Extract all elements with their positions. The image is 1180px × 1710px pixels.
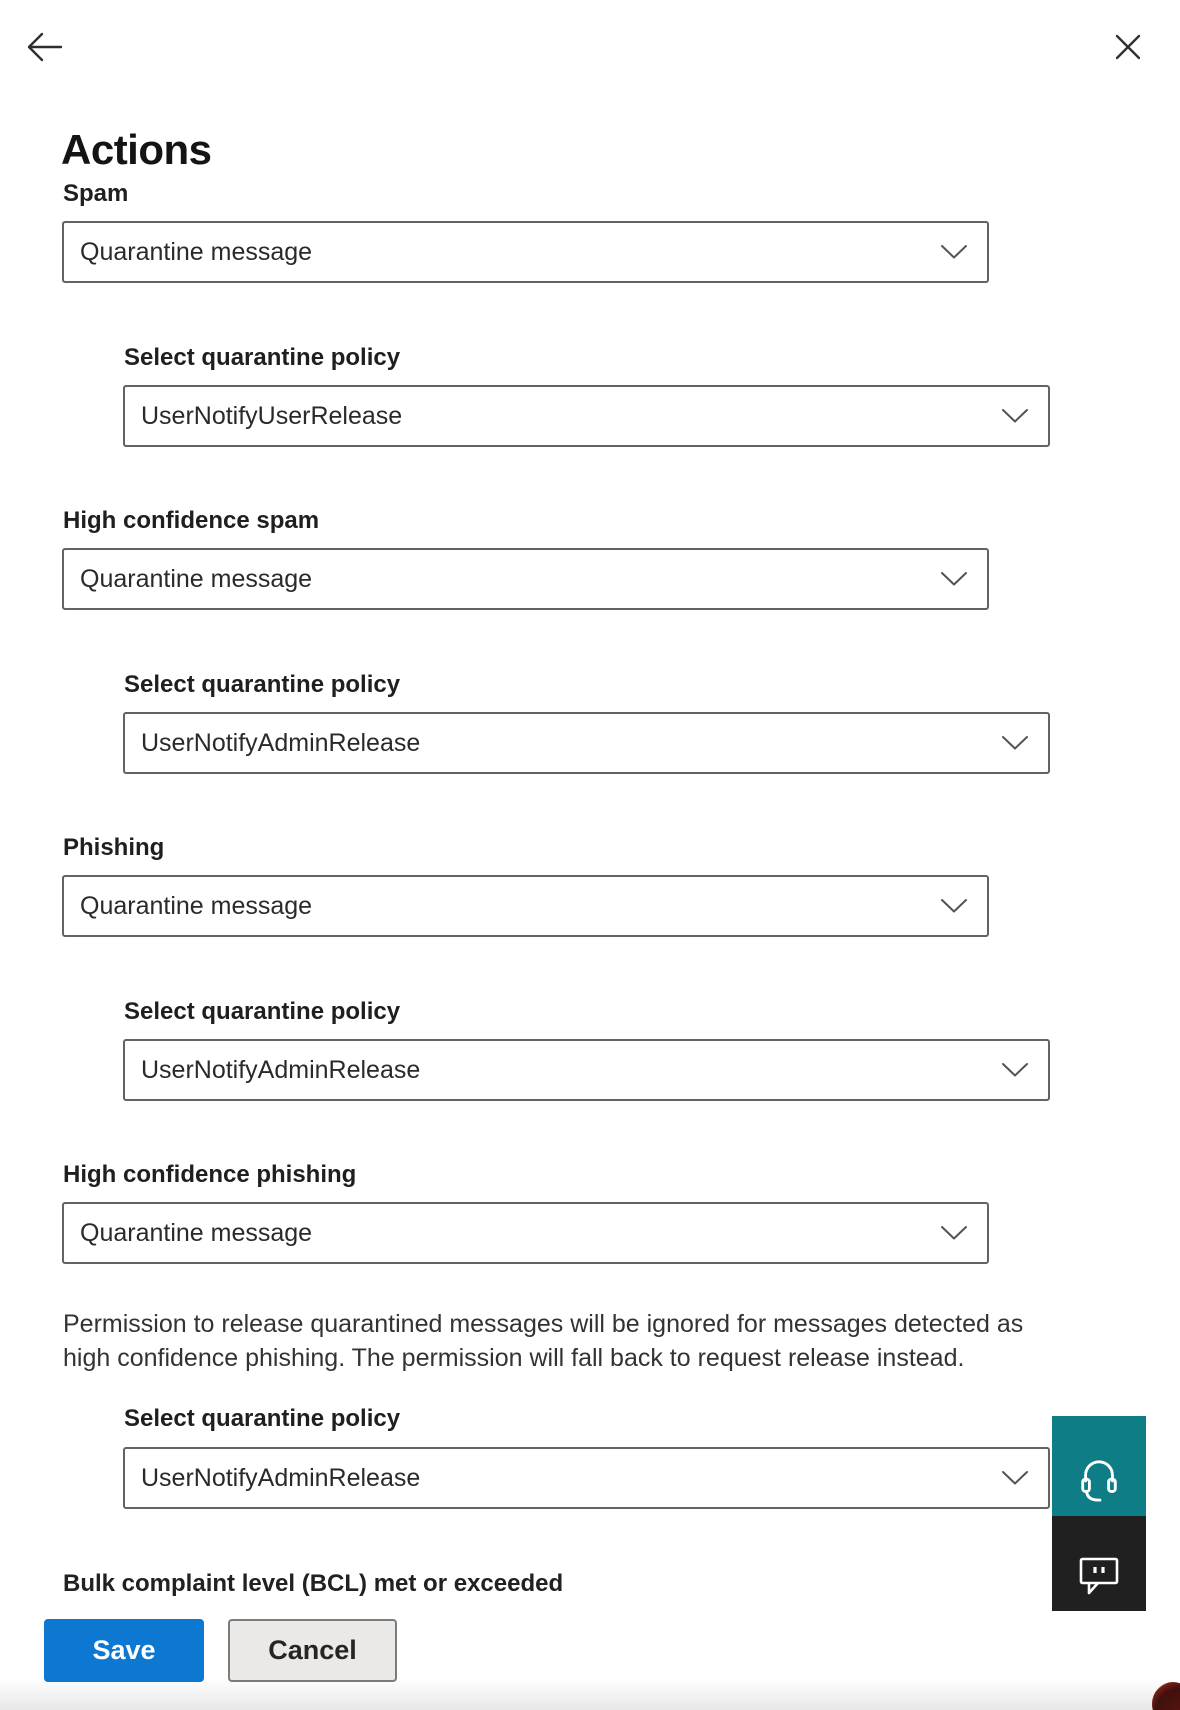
section-high-confidence-phishing bbox=[62, 1160, 1062, 1512]
dropdown-value: UserNotifyUserRelease bbox=[141, 401, 403, 430]
chevron-down-icon bbox=[941, 1226, 967, 1241]
dropdown-value: UserNotifyAdminRelease bbox=[141, 1463, 421, 1492]
support-button[interactable] bbox=[1052, 1416, 1146, 1516]
page-title: Actions bbox=[61, 126, 212, 174]
chat-bubble-icon bbox=[1076, 1554, 1122, 1598]
headset-icon bbox=[1076, 1454, 1122, 1504]
dropdown-value: UserNotifyAdminRelease bbox=[141, 1055, 421, 1084]
close-button[interactable] bbox=[1110, 29, 1146, 65]
high-confidence-spam-action-dropdown[interactable] bbox=[62, 548, 989, 610]
save-button[interactable]: Save bbox=[44, 1619, 204, 1682]
policy-label: Select quarantine policy bbox=[124, 998, 401, 1025]
phishing-action-dropdown[interactable] bbox=[62, 875, 989, 937]
high-confidence-spam-quarantine-policy-dropdown[interactable] bbox=[123, 712, 1050, 774]
high-confidence-phishing-quarantine-policy-dropdown[interactable] bbox=[123, 1447, 1050, 1509]
close-x-icon bbox=[1114, 33, 1142, 61]
help-widget bbox=[1052, 1416, 1146, 1611]
spam-quarantine-policy-dropdown[interactable] bbox=[123, 385, 1050, 447]
note-line: Permission to release quarantined messages will be ignored for messages detected as bbox=[63, 1310, 1024, 1338]
policy-label: Select quarantine policy bbox=[124, 1405, 401, 1432]
section-label-bulk-complaint-level: Bulk complaint level (BCL) met or exceeded bbox=[63, 1570, 564, 1597]
cancel-button[interactable]: Cancel bbox=[228, 1619, 397, 1682]
section-label-high-confidence-phishing: High confidence phishing bbox=[63, 1161, 357, 1188]
policy-label: Select quarantine policy bbox=[124, 671, 401, 698]
dropdown-value: Quarantine message bbox=[80, 1218, 313, 1247]
chevron-down-icon bbox=[941, 572, 967, 587]
arrow-left-icon bbox=[26, 30, 64, 64]
chevron-down-icon bbox=[1002, 1471, 1028, 1486]
section-label-phishing: Phishing bbox=[63, 834, 165, 861]
chevron-down-icon bbox=[1002, 736, 1028, 751]
section-label-spam: Spam bbox=[63, 180, 129, 207]
policy-label: Select quarantine policy bbox=[124, 344, 401, 371]
section-phishing bbox=[62, 833, 1062, 1103]
chevron-down-icon bbox=[1002, 1063, 1028, 1078]
section-high-confidence-spam bbox=[62, 506, 1062, 776]
dropdown-value: UserNotifyAdminRelease bbox=[141, 728, 421, 757]
chevron-down-icon bbox=[941, 899, 967, 914]
chevron-down-icon bbox=[941, 245, 967, 260]
back-button[interactable] bbox=[22, 26, 68, 68]
high-confidence-phishing-action-dropdown[interactable] bbox=[62, 1202, 989, 1264]
dropdown-value: Quarantine message bbox=[80, 891, 313, 920]
high-confidence-phishing-note bbox=[63, 1307, 1125, 1375]
feedback-button[interactable] bbox=[1052, 1516, 1146, 1611]
footer-bar bbox=[0, 1598, 1180, 1710]
dropdown-value: Quarantine message bbox=[80, 564, 313, 593]
spam-action-dropdown[interactable] bbox=[62, 221, 989, 283]
note-line: high confidence phishing. The permission will fall back to request release instead. bbox=[63, 1344, 965, 1372]
dropdown-value: Quarantine message bbox=[80, 237, 313, 266]
chevron-down-icon bbox=[1002, 409, 1028, 424]
section-label-high-confidence-spam: High confidence spam bbox=[63, 507, 320, 534]
section-spam bbox=[62, 179, 1062, 449]
phishing-quarantine-policy-dropdown[interactable] bbox=[123, 1039, 1050, 1101]
